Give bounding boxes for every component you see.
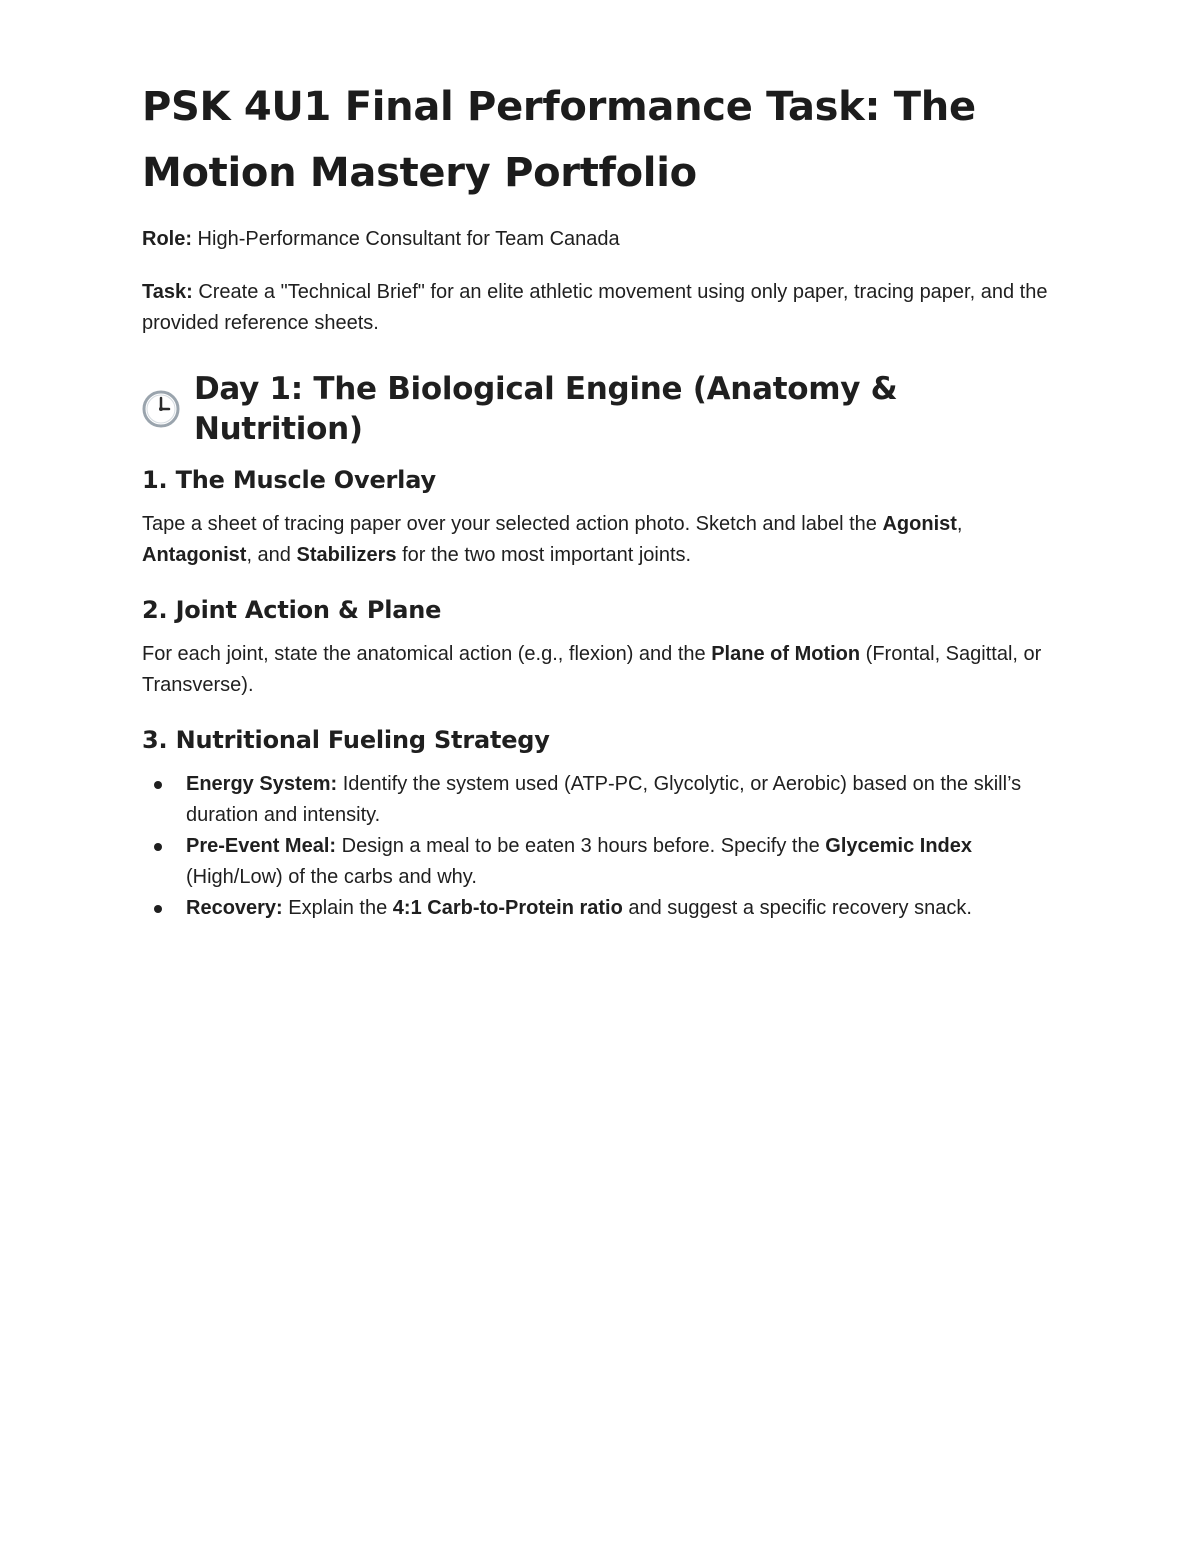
joint-action-heading: 2. Joint Action & Plane [142,596,442,624]
day1-heading [142,369,1072,449]
task-paragraph [142,277,1072,339]
muscle-overlay-paragraph [142,509,1072,571]
pre-event-meal-label: Pre-Event Meal: [186,835,337,857]
energy-system-text: Identify the system used (ATP-PC, Glycolytic, or Aerobic) based on the skill’s duration and intensity. [186,773,1022,826]
document-title: PSK 4U1 Final Performance Task: The Motion Mastery Portfolio [142,84,976,196]
role-paragraph [142,224,1072,255]
pre-event-meal-text-1: Design a meal to be eaten 3 hours before. Specify the [336,835,826,857]
stabilizers-term: Stabilizers [296,544,397,566]
recovery-label: Recovery: [186,897,283,919]
muscle-overlay-text-1: Tape a sheet of tracing paper over your selected action photo. Sketch and label the [142,513,883,535]
agonist-term: Agonist [882,513,957,535]
bullet-icon [154,843,162,851]
glycemic-index-term: Glycemic Index [825,835,973,857]
role-label: Role: [142,228,192,250]
joint-action-paragraph [142,639,1072,701]
joint-action-text-1: For each joint, state the anatomical action (e.g., flexion) and the [142,643,712,665]
task-label: Task: [142,281,193,303]
nutrition-heading: 3. Nutritional Fueling Strategy [142,726,550,754]
muscle-overlay-text-2: , [956,513,963,535]
muscle-overlay-text-3: , and [246,544,297,566]
plane-of-motion-term: Plane of Motion [711,643,861,665]
energy-system-label: Energy System: [186,773,338,795]
bullet-icon [154,905,162,913]
pre-event-meal-text-2: (High/Low) of the carbs and why. [186,866,477,888]
recovery-text-2: and suggest a specific recovery snack. [622,897,972,919]
carb-protein-ratio-term: 4:1 Carb-to-Protein ratio [392,897,623,919]
list-item-energy-system [142,769,1072,831]
muscle-overlay-text-4: for the two most important joints. [396,544,692,566]
muscle-overlay-heading: 1. The Muscle Overlay [142,466,436,494]
task-text: Create a "Technical Brief" for an elite athletic movement using only paper, tracing paper, and the provided reference sheets. [142,281,1048,334]
list-item-pre-event-meal [142,831,1072,893]
day1-heading-text: Day 1: The Biological Engine (Anatomy & Nutrition) [194,371,898,447]
joint-action-text-2: (Frontal, Sagittal, or Transverse). [142,643,1042,696]
antagonist-term: Antagonist [142,544,247,566]
list-item-recovery [142,893,1072,924]
nutrition-list [142,769,1072,924]
document-page [142,74,1072,924]
clock-icon [142,390,180,428]
bullet-icon [154,781,162,789]
recovery-text-1: Explain the [282,897,393,919]
role-text: High-Performance Consultant for Team Canada [192,228,620,250]
